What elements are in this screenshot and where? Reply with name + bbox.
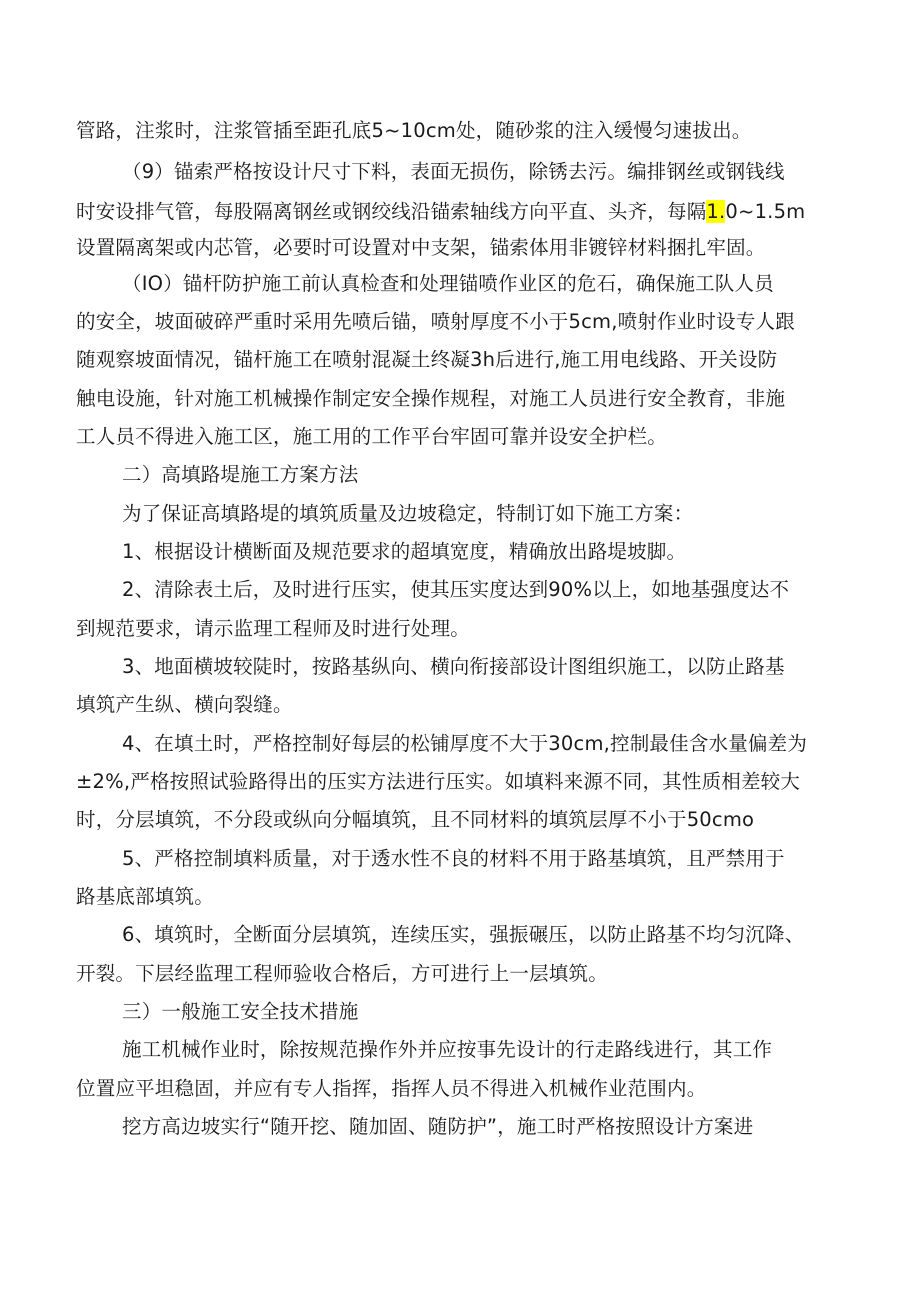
- item-2-line-2: 到规范要求，请示监理工程师及时进行处理。: [76, 617, 471, 640]
- section-heading-2: 二）高填路堤施工方案方法: [122, 463, 359, 486]
- paragraph-10-line-4: 触电设施，针对施工机械操作制定安全操作规程，对施工人员进行安全教育，非施: [76, 387, 786, 410]
- item-4-line-3: 时，分层填筑，不分段或纵向分幅填筑，且不同材料的填筑层厚不小于50cmo: [76, 808, 755, 831]
- item-3-line-1: 3、地面横坡较陡时，按路基纵向、横向衔接部设计图组织施工，以防止路基: [122, 655, 785, 678]
- safety-paragraph-1-line-1: 施工机械作业时，除按规范操作外并应按事先设计的行走路线进行，其工作: [122, 1038, 773, 1061]
- item-4-line-1: 4、在填土时，严格控制好每层的松铺厚度不大于30cm,控制最佳含水量偏差为: [122, 732, 808, 755]
- item-2-line-1: 2、清除表土后，及时进行压实，使其压实度达到90%以上，如地基强度达不: [122, 578, 790, 601]
- paragraph-9-line-3: 设置隔离架或内芯管，必要时可设置对中支架，锚索体用非镀锌材料捆扎牢固。: [76, 236, 766, 259]
- paragraph-10-line-1: （IO）锚杆防护施工前认真检查和处理锚喷作业区的危石，确保施工队人员: [122, 272, 774, 295]
- paragraph-10-line-3: 随观察坡面情况，锚杆施工在喷射混凝土终凝3h后进行,施工用电线路、开关设防: [76, 348, 778, 371]
- safety-paragraph-2-line-1: 挖方高边坡实行“随开挖、随加固、随防护”，施工时严格按照设计方案进: [122, 1115, 754, 1138]
- item-5-line-2: 路基底部填筑。: [76, 885, 214, 908]
- item-4-line-2: ±2%,严格按照试验路得出的压实方法进行压实。如填料来源不同，其性质相差较大: [76, 770, 801, 793]
- item-6-line-2: 开裂。下层经监理工程师验收合格后，方可进行上一层填筑。: [76, 962, 608, 985]
- highlighted-text: 1.: [706, 200, 726, 223]
- section-heading-3: 三）一般施工安全技术措施: [122, 1000, 359, 1023]
- paragraph-10-line-5: 工人员不得进入施工区，施工用的工作平台牢固可靠并设安全护栏。: [76, 425, 668, 448]
- text-span: 0~1.5m: [725, 200, 806, 223]
- item-5-line-1: 5、严格控制填料质量，对于透水性不良的材料不用于路基填筑，且严禁用于: [122, 847, 785, 870]
- paragraph-9-line-1: （9）锚索严格按设计尺寸下料，表面无损伤，除锈去污。编排钢丝或钢钱线: [122, 160, 785, 183]
- text-line: 管路，注浆时，注浆管插至距孔底5~10cm处，随砂浆的注入缓慢匀速拔出。: [76, 119, 752, 142]
- item-6-line-1: 6、填筑时，全断面分层填筑，连续压实，强振碾压，以防止路基不均匀沉降、: [122, 923, 805, 946]
- safety-paragraph-1-line-2: 位置应平坦稳固，并应有专人指挥，指挥人员不得进入机械作业范围内。: [76, 1077, 707, 1100]
- item-3-line-2: 填筑产生纵、横向裂缝。: [76, 693, 293, 716]
- text-span: 时安设排气管，每股隔离钢丝或钢绞线沿锚索轴线方向平直、头齐，每隔: [76, 200, 707, 223]
- paragraph-9-line-2: [76, 197, 805, 227]
- item-1: 1、根据设计横断面及规范要求的超填宽度，精确放出路堤坡脚。: [122, 540, 687, 563]
- section-intro: 为了保证高填路堤的填筑质量及边坡稳定，特制订如下施工方案：: [122, 502, 694, 525]
- paragraph-10-line-2: 的安全，坡面破碎严重时采用先喷后锚，喷射厚度不小于5cm,喷射作业时设专人跟: [76, 310, 795, 333]
